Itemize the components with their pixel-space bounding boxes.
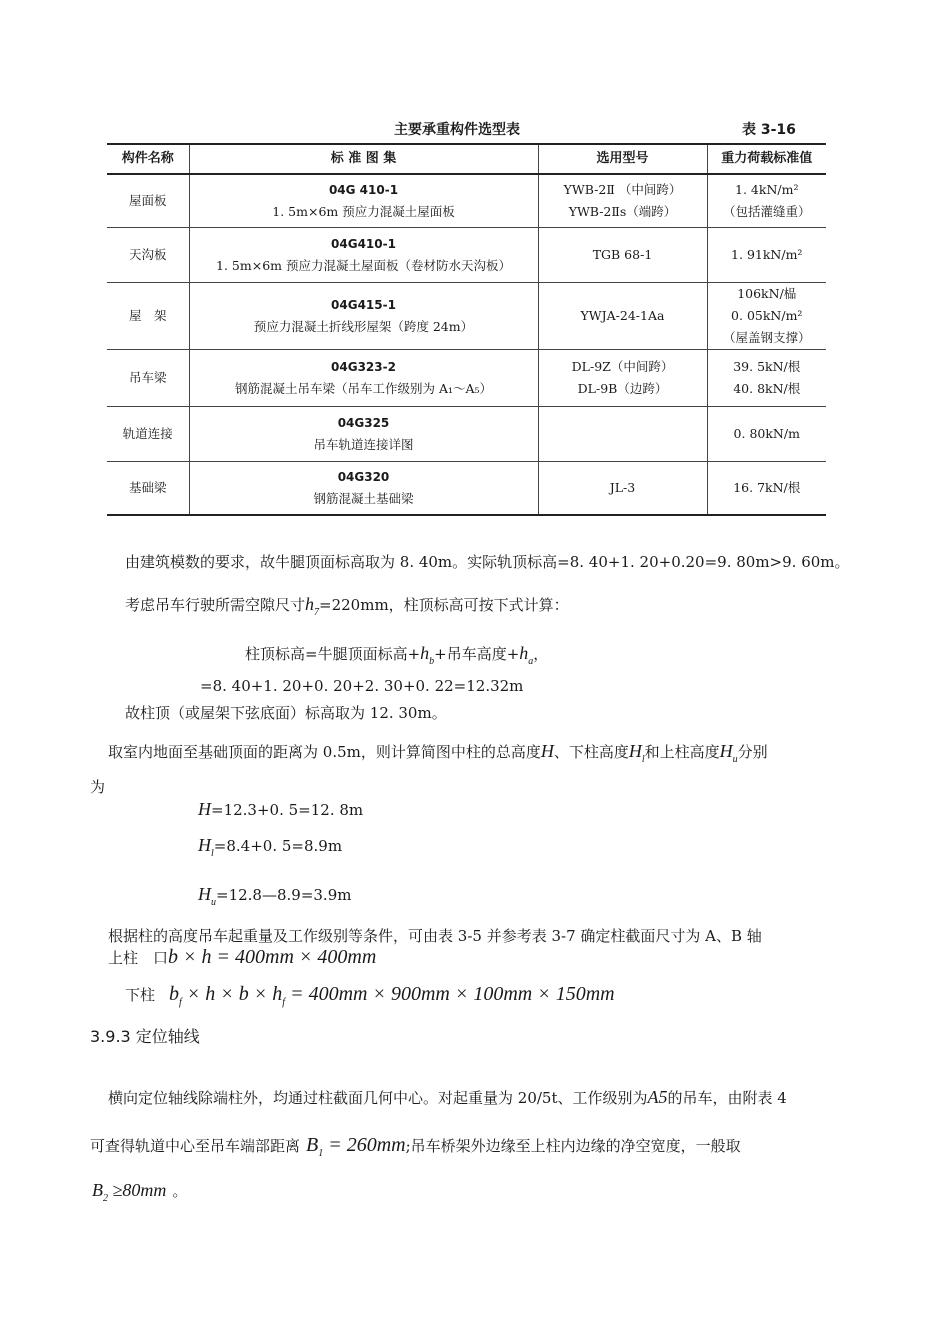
table-header-row bbox=[107, 144, 826, 174]
row-model: YWJA-24-1Aa bbox=[538, 282, 707, 349]
row-model bbox=[538, 174, 707, 227]
model-line: YWB-2Ⅱ （中间跨） bbox=[563, 181, 682, 197]
symbol-subscript: u bbox=[211, 897, 216, 908]
equation-Hu bbox=[198, 884, 351, 908]
text-run: =220mm，柱顶标高可按下式计算： bbox=[319, 596, 569, 614]
formula-value: = 260mm bbox=[323, 1134, 406, 1156]
formula-part: = 400mm × 900mm × 100mm × 150mm bbox=[285, 983, 615, 1005]
equation-value: =8.4+0. 5=8.9m bbox=[213, 837, 343, 855]
row-atlas bbox=[189, 227, 538, 282]
symbol-H: H bbox=[198, 799, 211, 819]
paragraph-axis bbox=[108, 1087, 787, 1108]
symbol-subscript: 7 bbox=[314, 607, 320, 618]
load-line: 40. 8kN/根 bbox=[733, 380, 801, 396]
paragraph-column-heights bbox=[108, 741, 768, 765]
table-row bbox=[107, 406, 826, 461]
row-name: 基础梁 bbox=[128, 479, 167, 495]
text-run: ， bbox=[533, 645, 549, 663]
symbol-subscript: f bbox=[282, 997, 286, 1008]
paragraph-column-top-result: 故柱顶（或屋架下弦底面）标高取为 12. 30m。 bbox=[125, 704, 447, 722]
col-header-atlas: 标 准 图 集 bbox=[189, 144, 538, 174]
symbol-hb bbox=[420, 643, 435, 667]
symbol-letter: b bbox=[169, 983, 180, 1005]
row-model: JL-3 bbox=[538, 461, 707, 515]
symbol-h7 bbox=[305, 594, 320, 618]
symbol-subscript: l bbox=[641, 754, 645, 765]
symbol-letter: B bbox=[92, 1180, 103, 1200]
symbol-letter: h bbox=[420, 643, 430, 663]
symbol-subscript: 2 bbox=[103, 1193, 108, 1204]
row-atlas bbox=[189, 282, 538, 349]
table-number: 表 3-16 bbox=[742, 122, 796, 138]
equation-value: =12.8—8.9=3.9m bbox=[216, 886, 352, 904]
row-load bbox=[707, 282, 826, 349]
symbol-Hl bbox=[628, 741, 645, 765]
paragraph-clearance bbox=[125, 594, 569, 618]
load-line: 39. 5kN/根 bbox=[733, 358, 801, 374]
atlas-desc: 钢筋混凝土基础梁 bbox=[313, 490, 414, 506]
text-run: 柱顶标高=牛腿顶面标高+ bbox=[245, 645, 421, 663]
symbol-Hu bbox=[198, 884, 216, 908]
row-atlas bbox=[189, 349, 538, 406]
text-run: 取室内地面至基础顶面的距离为 0.5m，则计算简图中柱的总高度 bbox=[108, 743, 541, 761]
row-name: 吊车梁 bbox=[128, 369, 167, 385]
row-load: 16. 7kN/根 bbox=[707, 461, 826, 515]
col-header-load: 重力荷载标准值 bbox=[707, 144, 826, 174]
text-run: 、下柱高度 bbox=[553, 743, 629, 761]
row-name: 天沟板 bbox=[128, 246, 167, 262]
symbol-subscript: 1 bbox=[318, 1148, 324, 1159]
text-run: ;吊车桥架外边缘至上柱内边缘的净空宽度，一般取 bbox=[405, 1137, 741, 1155]
atlas-desc: 预应力混凝土折线形屋架（跨度 24m） bbox=[253, 318, 474, 334]
symbol-subscript: b bbox=[429, 656, 435, 667]
row-atlas bbox=[189, 461, 538, 515]
text-run: 考虑吊车行驶所需空隙尺寸 bbox=[125, 596, 306, 614]
load-line: 1. 4kN/m² bbox=[735, 181, 799, 197]
row-atlas bbox=[189, 174, 538, 227]
row-load bbox=[707, 349, 826, 406]
lower-column-formula bbox=[169, 983, 615, 1008]
symbol-letter: B bbox=[306, 1134, 319, 1156]
symbol-letter: H bbox=[719, 741, 733, 761]
text-run: 可查得轨道中心至吊车端部距离 bbox=[90, 1137, 301, 1155]
atlas-code: 04G323-2 bbox=[331, 359, 396, 374]
row-load bbox=[707, 174, 826, 227]
symbol-Hl bbox=[198, 835, 214, 859]
formula-B1 bbox=[306, 1134, 406, 1159]
section-heading: 3.9.3 定位轴线 bbox=[90, 1027, 200, 1046]
load-line: （屋盖钢支撑） bbox=[722, 329, 811, 345]
load-line: （包括灌缝重） bbox=[722, 203, 811, 219]
col-header-model: 选用型号 bbox=[538, 144, 707, 174]
lower-column-label: 下柱 bbox=[125, 986, 156, 1004]
equation-Hl bbox=[198, 835, 342, 859]
model-line: YWB-2Ⅱs（端跨） bbox=[568, 203, 677, 219]
row-name: 屋面板 bbox=[128, 192, 167, 208]
symbol-H: H bbox=[540, 741, 554, 761]
table-row bbox=[107, 227, 826, 282]
upper-column-formula: b × h = 400mm × 400mm bbox=[168, 946, 377, 968]
symbol-letter: H bbox=[198, 884, 211, 904]
load-line: 0. 05kN/m² bbox=[731, 307, 803, 323]
atlas-desc: 1. 5m×6m 预应力混凝土屋面板 bbox=[272, 203, 455, 219]
symbol-letter: H bbox=[198, 835, 211, 855]
equation-column-top-value: =8. 40+1. 20+0. 20+2. 30+0. 22=12.32m bbox=[200, 677, 524, 695]
row-load: 0. 80kN/m bbox=[707, 406, 826, 461]
row-model: TGB 68-1 bbox=[538, 227, 707, 282]
symbol-subscript: l bbox=[211, 848, 214, 859]
formula-value: ≥80mm bbox=[108, 1180, 167, 1200]
atlas-code: 04G415-1 bbox=[331, 297, 396, 312]
load-line: 106kN/榀 bbox=[737, 285, 797, 301]
text-run: +吊车高度+ bbox=[434, 645, 520, 663]
table-row bbox=[107, 461, 826, 515]
upper-column-size bbox=[108, 946, 376, 969]
symbol-subscript: u bbox=[732, 754, 738, 765]
symbol-subscript: f bbox=[179, 997, 182, 1008]
atlas-desc: 吊车轨道连接详图 bbox=[313, 436, 414, 452]
table-row bbox=[107, 174, 826, 227]
text-run: 横向定位轴线除端柱外，均通过柱截面几何中心。对起重量为 20/5t、工作级别为 bbox=[108, 1089, 648, 1107]
equation-H bbox=[198, 799, 363, 820]
formula-B2 bbox=[92, 1180, 187, 1204]
atlas-code: 04G410-1 bbox=[331, 236, 396, 251]
lower-column-size bbox=[125, 983, 615, 1008]
upper-column-label: 上柱 口 bbox=[108, 949, 169, 967]
row-atlas bbox=[189, 406, 538, 461]
text-run: 和上柱高度 bbox=[644, 743, 720, 761]
paragraph-column-heights-cont: 为 bbox=[90, 778, 106, 796]
symbol-letter: H bbox=[628, 741, 642, 761]
text-run: 分别 bbox=[737, 743, 768, 761]
model-line: DL-9B（边跨） bbox=[577, 380, 668, 396]
atlas-code: 04G325 bbox=[337, 415, 390, 430]
col-header-name: 构件名称 bbox=[121, 151, 174, 166]
table-row bbox=[107, 349, 826, 406]
symbol-Hu bbox=[719, 741, 738, 765]
text-run: 。 bbox=[172, 1182, 188, 1200]
formula-part: × h × b × h bbox=[181, 983, 283, 1005]
row-load: 1. 91kN/m² bbox=[707, 227, 826, 282]
symbol-letter: h bbox=[519, 643, 529, 663]
row-model bbox=[538, 349, 707, 406]
row-name: 轨道连接 bbox=[122, 425, 173, 441]
table-row bbox=[107, 282, 826, 349]
table-title: 主要承重构件选型表 bbox=[394, 122, 520, 138]
paragraph-corbel-elevation: 由建筑模数的要求，故牛腿顶面标高取为 8. 40m。实际轨顶标高=8. 40+1. 20+0.20=9. 80m>9. 60m。 bbox=[125, 553, 850, 571]
symbol-ha bbox=[519, 643, 534, 667]
component-selection-table bbox=[107, 143, 826, 516]
row-name: 屋 架 bbox=[128, 307, 167, 323]
symbol-subscript: a bbox=[528, 656, 534, 667]
paragraph-section-size: 根据柱的高度吊车起重量及工作级别等条件，可由表 3-5 并参考表 3-7 确定柱截面尺寸为 A、B 轴 bbox=[108, 927, 762, 945]
model-line: DL-9Z（中间跨） bbox=[571, 358, 674, 374]
symbol-letter: h bbox=[305, 594, 315, 614]
atlas-code: 04G 410-1 bbox=[328, 182, 399, 197]
formula-B2-math bbox=[92, 1180, 167, 1204]
equation-column-top bbox=[245, 643, 548, 667]
atlas-desc: 1. 5m×6m 预应力混凝土屋面板（卷材防水天沟板） bbox=[216, 257, 511, 273]
paragraph-axis-cont bbox=[90, 1134, 741, 1159]
row-model bbox=[538, 406, 707, 461]
atlas-desc: 钢筋混凝土吊车梁（吊车工作级别为 A₁～A₅） bbox=[234, 380, 493, 396]
text-run: 的吊车，由附表 4 bbox=[667, 1089, 787, 1107]
atlas-code: 04G320 bbox=[337, 469, 390, 484]
symbol-A5: A5 bbox=[647, 1087, 668, 1107]
equation-value: =12.3+0. 5=12. 8m bbox=[211, 801, 364, 819]
